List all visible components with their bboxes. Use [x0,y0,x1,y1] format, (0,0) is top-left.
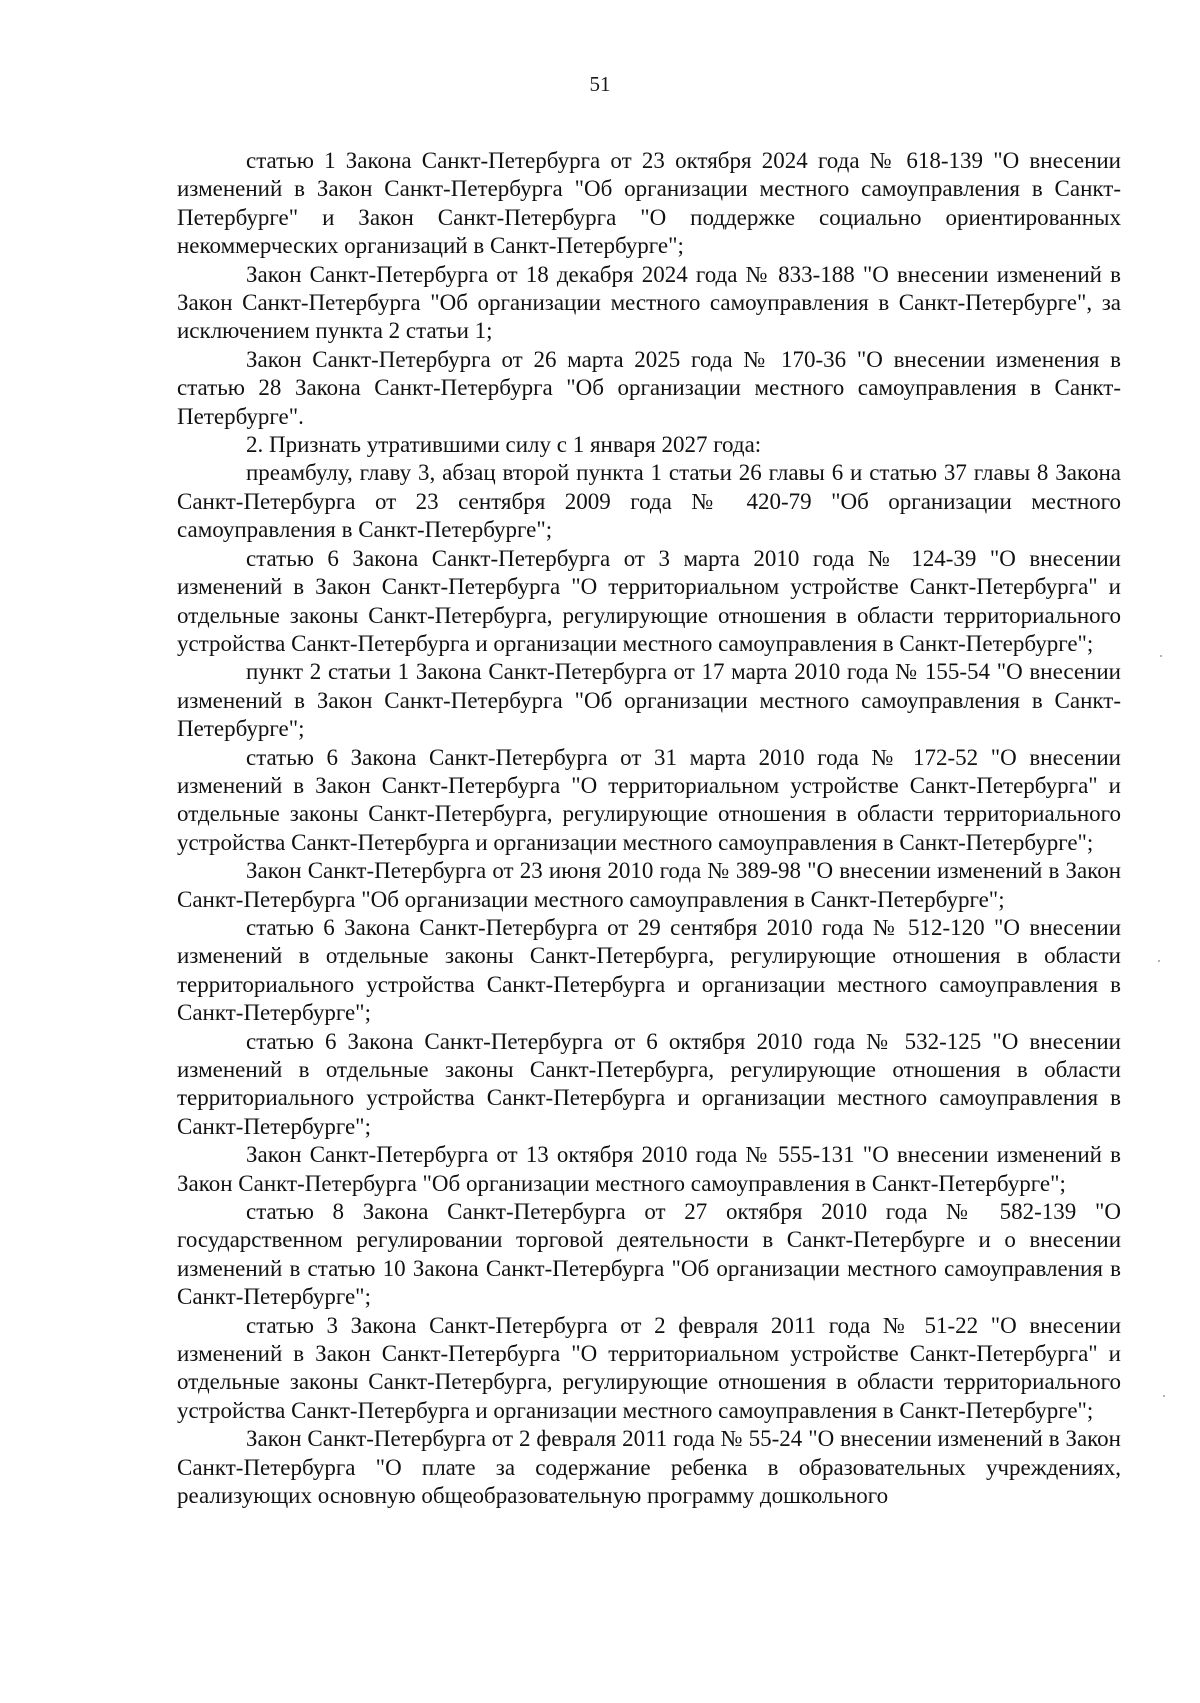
document-body [177,147,1121,1511]
paragraph-8: статью 6 Закона Санкт-Петербурга от 31 марта 2010 года № 172-52 "О внесении изменений в Закон Санкт-Петербурга "О территориальном устройстве Санкт-Петербурга" и отдельные законы Санкт-Петербурга, регулирующие отношения в области территориального устройства Санкт-Петербурга и организации местного самоуправления в Санкт-Петербурге"; [177,744,1121,855]
paragraph-6: статью 6 Закона Санкт-Петербурга от 3 марта 2010 года № 124-39 "О внесении изменений в Закон Санкт-Петербурга "О территориальном устройстве Санкт-Петербурга" и отдельные законы Санкт-Петербурга, регулирующие отношения в области территориального устройства Санкт-Петербурга и организации местного самоуправления в Санкт-Петербурге"; [177,545,1121,656]
paragraph-12: Закон Санкт-Петербурга от 13 октября 2010 года № 555-131 "О внесении изменений в Закон Санкт-Петербурга "Об организации местного самоуправления в Санкт-Петербурге"; [177,1142,1121,1196]
paragraph-7: пункт 2 статьи 1 Закона Санкт-Петербурга от 17 марта 2010 года № 155-54 "О внесении изменений в Закон Санкт-Петербурга "Об организации местного самоуправления в Санкт-Петербурге"; [177,659,1121,742]
paragraph-3: Закон Санкт-Петербурга от 26 марта 2025 года № 170-36 "О внесении изменения в статью 28 Закона Санкт-Петербурга "Об организации местного самоуправления в Санкт-Петербурге". [177,346,1121,429]
paragraph-5: преамбулу, главу 3, абзац второй пункта 1 статьи 26 главы 6 и статью 37 главы 8 Закона Санкт-Петербурга от 23 сентября 2009 года № 420-79 "Об организации местного самоуправления в Санкт-Петербурге"; [177,460,1121,543]
scan-speck [1160,655,1162,657]
paragraph-13: статью 8 Закона Санкт-Петербурга от 27 октября 2010 года № 582-139 "О государственном регулировании торговой деятельности в Санкт-Петербурге и о внесении изменений в статью 10 Закона Санкт-Петербурга "Об организации местного самоуправления в Санкт-Петербурге"; [177,1199,1121,1310]
paragraph-10: статью 6 Закона Санкт-Петербурга от 29 сентября 2010 года № 512-120 "О внесении изменений в отдельные законы Санкт-Петербурга, регулирующие отношения в области территориального устройства Санкт-Петербурга и организации местного самоуправления в Санкт-Петербурге"; [177,914,1121,1026]
scan-speck [1163,1395,1165,1397]
paragraph-2: Закон Санкт-Петербурга от 18 декабря 2024 года № 833-188 "О внесении изменений в Закон Санкт-Петербурга "Об организации местного самоуправления в Санкт-Петербурге", за исключением пункта 2 статьи 1; [177,261,1121,344]
paragraph-11: статью 6 Закона Санкт-Петербурга от 6 октября 2010 года № 532-125 "О внесении изменений в отдельные законы Санкт-Петербурга, регулирующие отношения в области территориального устройства Санкт-Петербурга и организации местного самоуправления в Санкт-Петербурге"; [177,1028,1121,1139]
page-number: 51 [589,72,611,96]
scan-speck [1158,960,1160,962]
paragraph-1: статью 1 Закона Санкт-Петербурга от 23 октября 2024 года № 618-139 "О внесении изменений в Закон Санкт-Петербурга "Об организации местного самоуправления в Санкт-Петербурге" и Закон Санкт-Петербурга "О поддержке социально ориентированных некоммерческих организаций в Санкт-Петербурге"; [177,148,1121,259]
paragraph-4: 2. Признать утратившими силу с 1 января 2027 года: [246,432,762,458]
paragraph-15: Закон Санкт-Петербурга от 2 февраля 2011 года № 55-24 "О внесении изменений в Закон Санкт-Петербурга "О плате за содержание ребенка в образовательных учреждениях, реализующих основную общеобразовательную программу дошкольного [177,1426,1121,1509]
paragraph-14: статью 3 Закона Санкт-Петербурга от 2 февраля 2011 года № 51-22 "О внесении изменений в Закон Санкт-Петербурга "О территориальном устройстве Санкт-Петербурга" и отдельные законы Санкт-Петербурга, регулирующие отношения в области территориального устройства Санкт-Петербурга и организации местного самоуправления в Санкт-Петербурге"; [177,1312,1121,1423]
paragraph-9: Закон Санкт-Петербурга от 23 июня 2010 года № 389-98 "О внесении изменений в Закон Санкт-Петербурга "Об организации местного самоуправления в Санкт-Петербурге"; [177,858,1121,912]
